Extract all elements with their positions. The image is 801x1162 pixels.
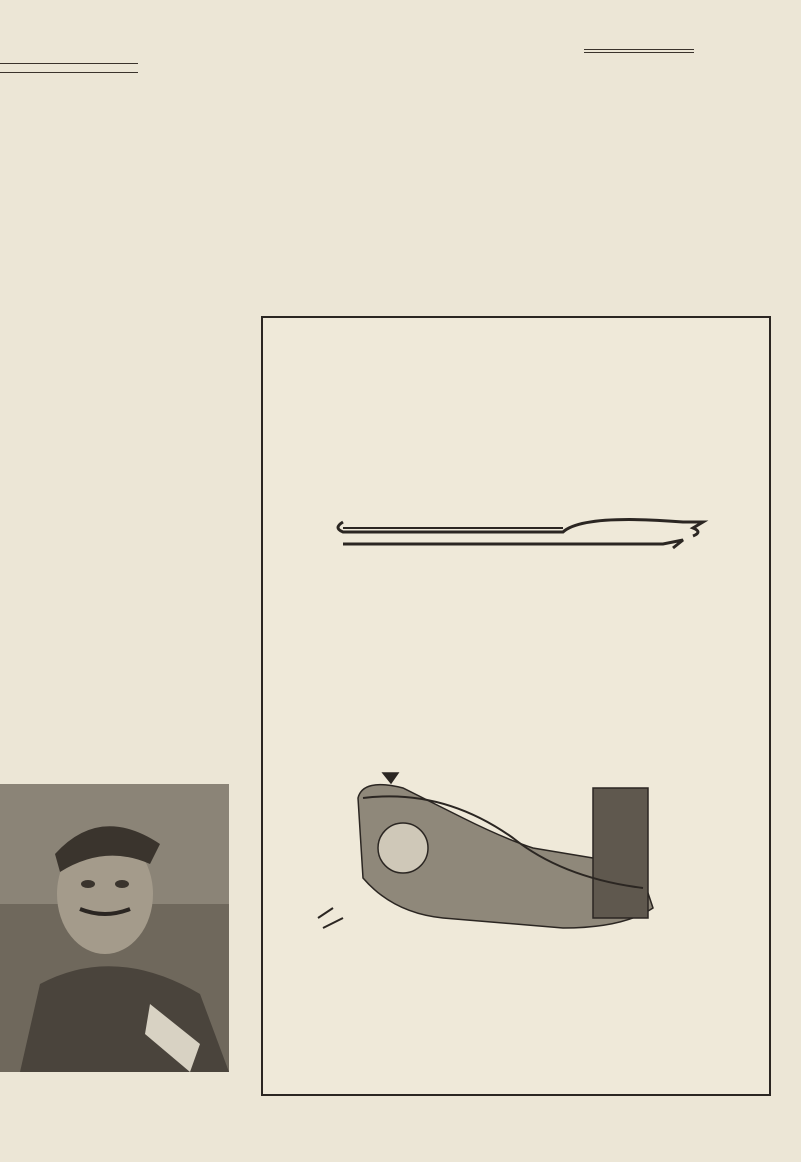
mesh-illustration (263, 318, 773, 1098)
column-3 (528, 43, 786, 61)
advertisement (261, 316, 771, 1096)
portrait-photo (0, 784, 229, 1072)
portrait-illustration (0, 784, 229, 1072)
subhead-rule (0, 63, 138, 64)
column-1 (0, 45, 232, 79)
section-divider (584, 49, 694, 53)
tree-saw-illustration (318, 773, 653, 928)
subhead-rule (0, 72, 138, 73)
